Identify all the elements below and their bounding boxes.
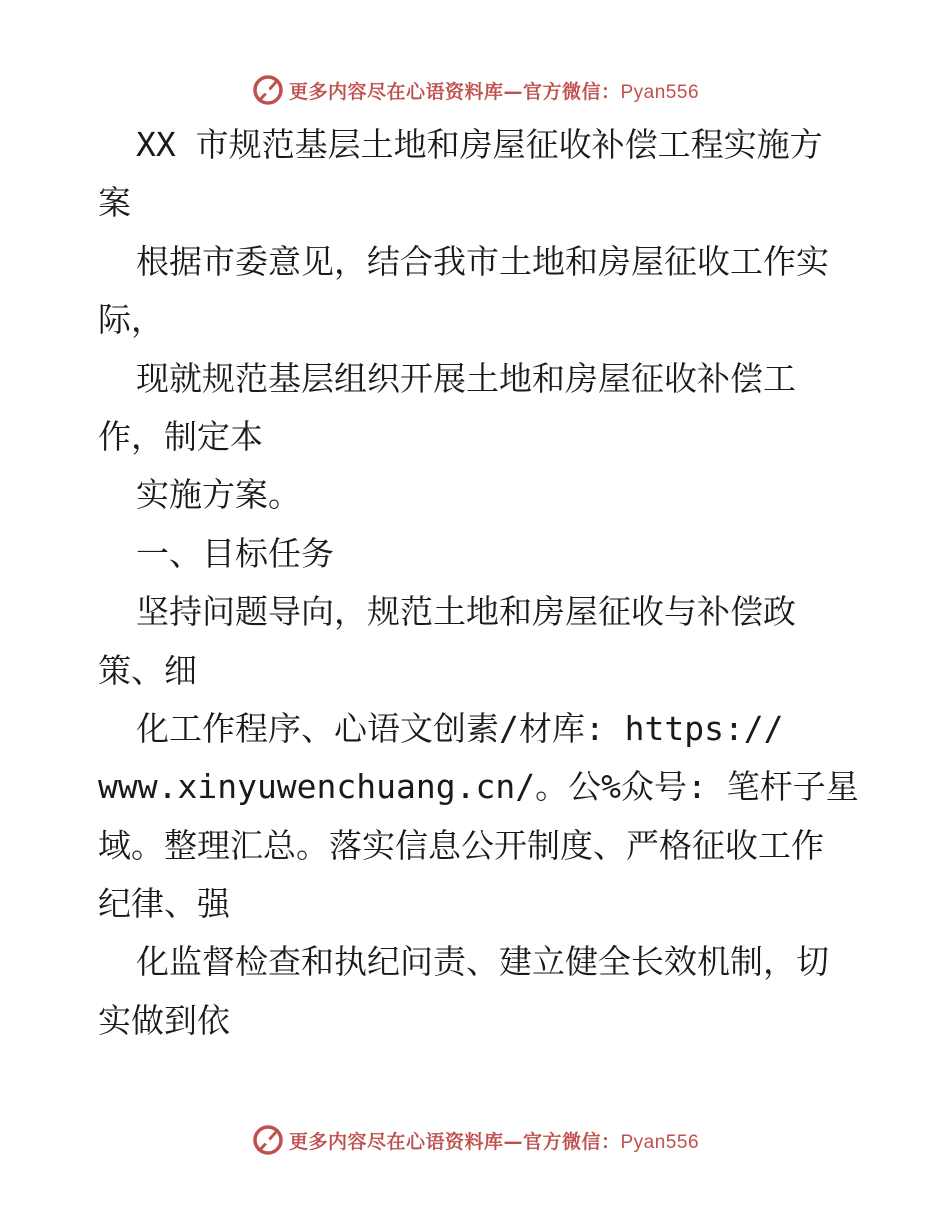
- doc-line: 纪律、强: [98, 884, 230, 924]
- watermark-text: 更多内容尽在心语资料库—官方微信：Pyan556: [288, 80, 700, 103]
- doc-line: 根据市委意见，结合我市土地和房屋征收工作实: [136, 241, 829, 281]
- doc-line: 策、细: [98, 650, 197, 690]
- header-watermark: [0, 70, 950, 110]
- doc-line: 案: [98, 183, 131, 223]
- doc-line: 化监督检查和执纪问责、建立健全长效机制，切: [136, 942, 829, 982]
- footer-watermark: [0, 1120, 950, 1160]
- quill-logo-icon: [251, 73, 285, 107]
- doc-line: www.xinyuwenchuang.cn/。公%众号: 笔杆子星: [98, 767, 859, 807]
- doc-line: 坚持问题导向，规范土地和房屋征收与补偿政: [136, 592, 796, 632]
- watermark-text: 更多内容尽在心语资料库—官方微信：Pyan556: [288, 1130, 700, 1153]
- doc-line: 化工作程序、心语文创素/材库: https://: [136, 708, 784, 748]
- doc-line: 实做到依: [98, 1000, 230, 1040]
- doc-line: XX 市规范基层土地和房屋征收补偿工程实施方: [136, 125, 823, 164]
- doc-line: 作，制定本: [98, 416, 263, 456]
- doc-line: 一、目标任务: [136, 533, 334, 573]
- doc-line: 际，: [98, 300, 164, 340]
- document-body: [98, 116, 858, 1050]
- doc-line: 域。整理汇总。落实信息公开制度、严格征收工作: [98, 825, 824, 865]
- doc-line: 实施方案。: [136, 475, 301, 515]
- doc-line: 现就规范基层组织开展土地和房屋征收补偿工: [136, 358, 796, 398]
- quill-logo-icon: [251, 1123, 285, 1157]
